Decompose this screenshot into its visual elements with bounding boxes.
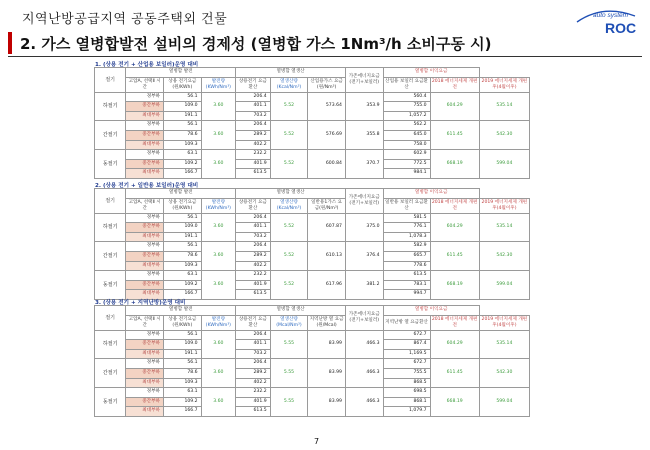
load-type-cell: 중간부하	[126, 340, 164, 350]
heat-cell: 5.52	[270, 213, 308, 242]
revenue-2018-cell: 604.29	[430, 330, 479, 359]
revenue-gen-cell: 289.2	[236, 251, 271, 261]
gen-cell: 3.60	[201, 213, 236, 242]
load-type-cell: 중간부하	[126, 102, 164, 112]
revenue-2019-cell: 542.30	[479, 242, 529, 271]
revenue-group-header: 열병합 이익요금	[383, 189, 479, 199]
tariff-cell: 63.1	[163, 150, 201, 160]
table-row	[95, 271, 530, 281]
revenue-gen-cell: 401.9	[236, 159, 271, 169]
heat-cell: 5.55	[270, 388, 308, 417]
fuel-cell: 617.96	[308, 271, 346, 300]
tariff-cell: 56.1	[163, 242, 201, 252]
tariff-cell: 56.1	[163, 330, 201, 340]
total-cell: 1,057.2	[383, 111, 430, 121]
revenue-heat-header: 일반용 보일러 요금환산	[383, 198, 430, 213]
revenue-heat-cell: 355.8	[345, 121, 383, 150]
revenue-gen-cell: 613.5	[236, 290, 271, 300]
fuel-cell: 573.64	[308, 92, 346, 121]
2019-header: 2019 에너지세제 개편 후(4월이후)	[479, 198, 529, 213]
period-header: 절기	[95, 68, 126, 93]
total-cell: 776.1	[383, 223, 430, 233]
revenue-gen-header: 상용전기 요금 환산	[236, 77, 271, 92]
season-cell: 하절기	[95, 92, 126, 121]
total-cell: 867.4	[383, 340, 430, 350]
heat-header: 열생산량 (Mcal/Nm³)	[270, 315, 308, 330]
total-cell: 994.7	[383, 290, 430, 300]
table-row	[95, 242, 530, 252]
revenue-heat-cell: 466.3	[345, 388, 383, 417]
load-type-cell: 중간부하	[126, 280, 164, 290]
load-type-cell: 최대부하	[126, 407, 164, 417]
tariff-cell: 109.2	[163, 280, 201, 290]
revenue-heat-header: 지역난방 열 요금환산	[383, 315, 430, 330]
gen-cell: 3.60	[201, 271, 236, 300]
revenue-gen-cell: 206.4	[236, 121, 271, 131]
2018-header: 2018 에너지세제 개편 전	[430, 315, 479, 330]
load-type-cell: 최대부하	[126, 378, 164, 388]
fuel-cell: 600.84	[308, 150, 346, 179]
tariff-header: 상용 전기요금 (원/KWh)	[163, 198, 201, 213]
revenue-2019-cell: 599.04	[479, 271, 529, 300]
table-row	[95, 150, 530, 160]
tariff-cell: 109.3	[163, 140, 201, 150]
revenue-heat-header: 산업용 보일러 요금환산	[383, 77, 430, 92]
total-cell: 562.2	[383, 121, 430, 131]
tariff-header: 상용 전기요금 (원/KWh)	[163, 77, 201, 92]
revenue-gen-cell: 402.2	[236, 140, 271, 150]
gen-cell: 3.60	[201, 121, 236, 150]
page-number: 7	[314, 437, 320, 446]
revenue-gen-cell: 206.4	[236, 92, 271, 102]
load-type-cell: 경부하	[126, 388, 164, 398]
season-cell: 동절기	[95, 150, 126, 179]
revenue-heat-cell: 375.0	[345, 213, 383, 242]
section-title: 3. (상용 전기 + 지역난방)운영 대비	[95, 300, 186, 306]
2018-header: 2018 에너지세제 개편 전	[430, 77, 479, 92]
load-type-cell: 중간부하	[126, 397, 164, 407]
fuel-cell: 576.69	[308, 121, 346, 150]
revenue-2019-cell: 542.30	[479, 121, 529, 150]
heat-cell: 5.52	[270, 92, 308, 121]
load-type-cell: 중간부하	[126, 223, 164, 233]
total-cell: 582.9	[383, 242, 430, 252]
revenue-2018-cell: 668.19	[430, 271, 479, 300]
period-header: 절기	[95, 189, 126, 214]
gen-header: 발전량 (KWh/Nm³)	[201, 315, 236, 330]
revenue-gen-cell: 206.4	[236, 330, 271, 340]
top-bar	[0, 0, 650, 30]
load-type-cell: 최대부하	[126, 169, 164, 179]
revenue-heat-cell: 376.4	[345, 242, 383, 271]
revenue-gen-cell: 232.2	[236, 271, 271, 281]
revenue-gen-cell: 401.9	[236, 397, 271, 407]
revenue-heat-cell: 370.7	[345, 150, 383, 179]
total-header: 가존에너지요금 (전기+보일러)	[345, 68, 383, 93]
tariff-cell: 78.6	[163, 368, 201, 378]
gen-cell: 3.60	[201, 92, 236, 121]
tariff-cell: 56.1	[163, 92, 201, 102]
total-header: 가존에너지요금 (전기+보일러)	[345, 189, 383, 214]
fuel-cell: 607.87	[308, 213, 346, 242]
revenue-2018-cell: 604.29	[430, 213, 479, 242]
heat-group-header: 열병합 열생산	[236, 306, 346, 316]
revenue-2018-cell: 668.19	[430, 150, 479, 179]
revenue-gen-cell: 401.1	[236, 340, 271, 350]
revenue-gen-cell: 703.2	[236, 232, 271, 242]
revenue-gen-header: 상용전기 요금 환산	[236, 198, 271, 213]
table-row	[95, 213, 530, 223]
heat-cell: 5.55	[270, 330, 308, 359]
revenue-2019-cell: 599.04	[479, 150, 529, 179]
heat-cell: 5.55	[270, 359, 308, 388]
total-cell: 984.1	[383, 169, 430, 179]
heat-cell: 5.52	[270, 271, 308, 300]
load-type-cell: 경부하	[126, 271, 164, 281]
revenue-gen-cell: 402.2	[236, 261, 271, 271]
heat-group-header: 열병합 열생산	[236, 189, 346, 199]
logo-main-text: ROC	[605, 20, 637, 36]
heat-group-header: 열병합 열생산	[236, 68, 346, 78]
load-type-cell: 최대부하	[126, 290, 164, 300]
tariff-cell: 63.1	[163, 271, 201, 281]
fuel-header: 산업용가스 요금(원/Nm³)	[308, 77, 346, 92]
tariff-cell: 109.0	[163, 340, 201, 350]
gen-cell: 3.60	[201, 330, 236, 359]
gen-group-header: 열병합 발전	[126, 189, 236, 199]
section-title: 1. (상용 전기 + 산업용 보일러)운영 대비	[95, 62, 199, 68]
total-cell: 755.5	[383, 368, 430, 378]
total-cell: 665.7	[383, 251, 430, 261]
top-bar-title: 지역난방공급지역 공동주택외 건물	[22, 12, 228, 27]
tariff-cell: 166.7	[163, 407, 201, 417]
load-header: 고압A, 선택Ⅱ 시간	[126, 198, 164, 213]
gen-cell: 3.60	[201, 388, 236, 417]
tariff-cell: 63.1	[163, 388, 201, 398]
tariff-cell: 109.0	[163, 223, 201, 233]
load-type-cell: 중간부하	[126, 368, 164, 378]
season-cell: 간절기	[95, 242, 126, 271]
tariff-cell: 109.3	[163, 378, 201, 388]
load-type-cell: 경부하	[126, 213, 164, 223]
table-row	[95, 330, 530, 340]
load-header: 고압A, 선택Ⅱ 시간	[126, 77, 164, 92]
heat-header: 열생산량 (Kcal/Nm³)	[270, 77, 308, 92]
revenue-2019-cell: 599.04	[479, 388, 529, 417]
total-cell: 868.1	[383, 397, 430, 407]
total-cell: 758.0	[383, 140, 430, 150]
gen-header: 발전량 (KWh/Nm³)	[201, 77, 236, 92]
tariff-cell: 166.7	[163, 290, 201, 300]
tariff-cell: 109.3	[163, 261, 201, 271]
heat-cell: 5.52	[270, 121, 308, 150]
tariff-cell: 109.2	[163, 397, 201, 407]
2019-header: 2019 에너지세제 개편 후(4월이후)	[479, 315, 529, 330]
total-cell: 602.9	[383, 150, 430, 160]
revenue-2019-cell: 535.14	[479, 213, 529, 242]
revenue-2018-cell: 611.45	[430, 242, 479, 271]
total-cell: 772.5	[383, 159, 430, 169]
total-cell: 1,078.3	[383, 232, 430, 242]
total-cell: 783.1	[383, 280, 430, 290]
tariff-cell: 109.0	[163, 102, 201, 112]
revenue-gen-cell: 206.4	[236, 359, 271, 369]
2018-header: 2018 에너지세제 개편 전	[430, 198, 479, 213]
revenue-gen-cell: 703.2	[236, 349, 271, 359]
revenue-2019-cell: 542.30	[479, 359, 529, 388]
economics-table	[94, 188, 530, 300]
revenue-2018-cell: 611.45	[430, 121, 479, 150]
table-row	[95, 359, 530, 369]
revenue-group-header: 열병합 이익요금	[383, 68, 479, 78]
total-cell: 672.7	[383, 359, 430, 369]
revenue-2018-cell: 611.45	[430, 359, 479, 388]
gen-cell: 3.60	[201, 359, 236, 388]
load-type-cell: 최대부하	[126, 349, 164, 359]
revenue-gen-cell: 401.1	[236, 102, 271, 112]
total-cell: 868.5	[383, 378, 430, 388]
season-cell: 하절기	[95, 213, 126, 242]
period-header: 절기	[95, 306, 126, 331]
revenue-2019-cell: 535.14	[479, 92, 529, 121]
economics-table	[94, 305, 530, 417]
total-cell: 698.5	[383, 388, 430, 398]
fuel-cell: 83.99	[308, 359, 346, 388]
revenue-2018-cell: 668.19	[430, 388, 479, 417]
gen-header: 발전량 (KWh/Nm³)	[201, 198, 236, 213]
total-cell: 560.4	[383, 92, 430, 102]
total-header: 가존에너지요금 (전기+보일러)	[345, 306, 383, 331]
title-accent-bar	[8, 32, 12, 54]
revenue-gen-cell: 206.4	[236, 242, 271, 252]
revenue-gen-cell: 401.1	[236, 223, 271, 233]
tariff-header: 상용 전기요금 (원/KWh)	[163, 315, 201, 330]
gen-cell: 3.60	[201, 242, 236, 271]
load-type-cell: 최대부하	[126, 232, 164, 242]
revenue-gen-cell: 703.2	[236, 111, 271, 121]
load-type-cell: 경부하	[126, 359, 164, 369]
section-title: 2. (상용 전기 + 일반용 보일러)운영 대비	[95, 183, 199, 189]
revenue-gen-header: 상용전기 요금 환산	[236, 315, 271, 330]
fuel-header: 일반용1가스 요금(원/Nm³)	[308, 198, 346, 213]
logo-top-text: auto system	[593, 12, 629, 19]
tariff-cell: 191.1	[163, 232, 201, 242]
revenue-2018-cell: 604.29	[430, 92, 479, 121]
tariff-cell: 56.1	[163, 121, 201, 131]
tariff-cell: 191.1	[163, 111, 201, 121]
load-type-cell: 경부하	[126, 330, 164, 340]
total-cell: 1,079.7	[383, 407, 430, 417]
tariff-cell: 78.6	[163, 130, 201, 140]
table-row	[95, 121, 530, 131]
load-type-cell: 경부하	[126, 92, 164, 102]
revenue-gen-cell: 289.2	[236, 368, 271, 378]
revenue-heat-cell: 381.2	[345, 271, 383, 300]
revenue-gen-cell: 613.5	[236, 407, 271, 417]
season-cell: 동절기	[95, 271, 126, 300]
total-cell: 645.0	[383, 130, 430, 140]
table-row	[95, 92, 530, 102]
revenue-heat-cell: 466.3	[345, 359, 383, 388]
tariff-cell: 166.7	[163, 169, 201, 179]
revenue-heat-cell: 353.9	[345, 92, 383, 121]
load-type-cell: 중간부하	[126, 251, 164, 261]
tariff-cell: 56.1	[163, 213, 201, 223]
load-type-cell: 중간부하	[126, 130, 164, 140]
title-divider	[8, 56, 642, 57]
load-type-cell: 중간부하	[126, 159, 164, 169]
roc-logo	[573, 6, 639, 36]
load-type-cell: 최대부하	[126, 111, 164, 121]
fuel-cell: 610.13	[308, 242, 346, 271]
load-type-cell: 경부하	[126, 242, 164, 252]
heat-cell: 5.52	[270, 242, 308, 271]
heat-header: 열생산량 (Kcal/Nm³)	[270, 198, 308, 213]
tariff-cell: 56.1	[163, 359, 201, 369]
load-type-cell: 경부하	[126, 150, 164, 160]
revenue-gen-cell: 401.9	[236, 280, 271, 290]
tariff-cell: 191.1	[163, 349, 201, 359]
revenue-gen-cell: 232.2	[236, 388, 271, 398]
fuel-cell: 83.99	[308, 388, 346, 417]
gen-cell: 3.60	[201, 150, 236, 179]
revenue-heat-cell: 466.3	[345, 330, 383, 359]
total-cell: 672.7	[383, 330, 430, 340]
gen-group-header: 열병합 발전	[126, 68, 236, 78]
load-type-cell: 최대부하	[126, 261, 164, 271]
total-cell: 1,169.5	[383, 349, 430, 359]
load-header: 고압A, 선택Ⅱ 시간	[126, 315, 164, 330]
2019-header: 2019 에너지세제 개편 후(4월이후)	[479, 77, 529, 92]
total-cell: 581.5	[383, 213, 430, 223]
total-cell: 778.6	[383, 261, 430, 271]
heat-cell: 5.52	[270, 150, 308, 179]
total-cell: 613.5	[383, 271, 430, 281]
season-cell: 동절기	[95, 388, 126, 417]
fuel-header: 지역난방 열 요금(원/Mcal)	[308, 315, 346, 330]
load-type-cell: 경부하	[126, 121, 164, 131]
revenue-gen-cell: 289.2	[236, 130, 271, 140]
revenue-gen-cell: 232.2	[236, 150, 271, 160]
tariff-cell: 109.2	[163, 159, 201, 169]
fuel-cell: 83.99	[308, 330, 346, 359]
load-type-cell: 최대부하	[126, 140, 164, 150]
season-cell: 하절기	[95, 330, 126, 359]
revenue-gen-cell: 402.2	[236, 378, 271, 388]
page-title: 2. 가스 열병합발전 설비의 경제성 (열병합 가스 1Nm³/h 소비구동 시)	[20, 35, 492, 53]
total-cell: 755.0	[383, 102, 430, 112]
table-row	[95, 388, 530, 398]
gen-group-header: 열병합 발전	[126, 306, 236, 316]
revenue-gen-cell: 206.4	[236, 213, 271, 223]
revenue-gen-cell: 613.5	[236, 169, 271, 179]
tariff-cell: 78.6	[163, 251, 201, 261]
revenue-2019-cell: 535.14	[479, 330, 529, 359]
season-cell: 간절기	[95, 359, 126, 388]
economics-table	[94, 67, 530, 179]
season-cell: 간절기	[95, 121, 126, 150]
revenue-group-header: 열병합 이익요금	[383, 306, 479, 316]
